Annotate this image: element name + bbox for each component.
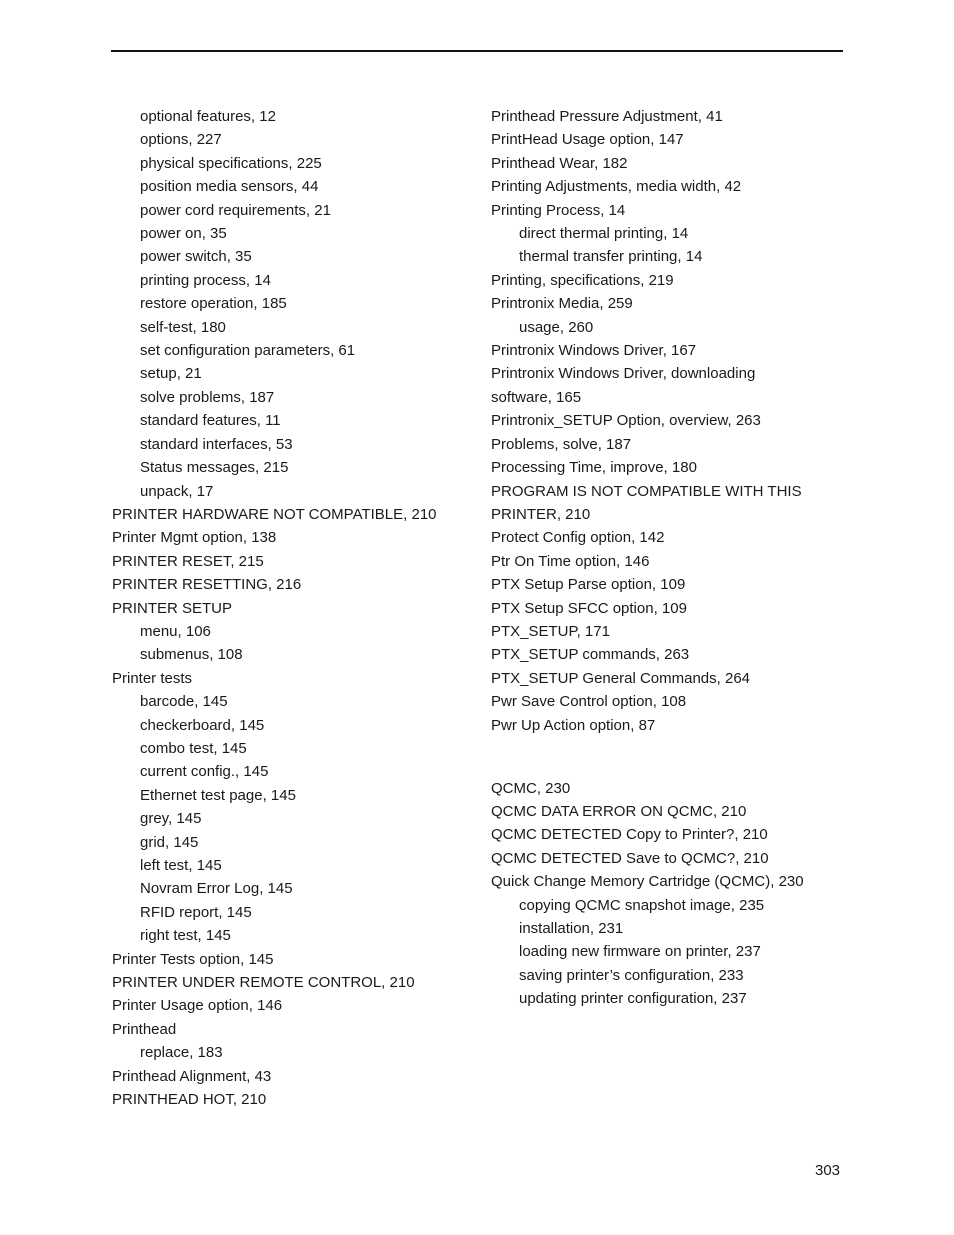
index-entry: PRINTER SETUP bbox=[112, 599, 233, 617]
index-entry: Printer Tests option, 145 bbox=[112, 950, 274, 968]
index-subentry: unpack, 17 bbox=[140, 482, 214, 500]
index-entry: Printronix Windows Driver, 167 bbox=[491, 342, 697, 360]
index-subentry: usage, 260 bbox=[519, 318, 594, 336]
index-entry: Printhead Wear, 182 bbox=[491, 154, 628, 172]
index-subentry: grid, 145 bbox=[140, 833, 199, 851]
index-subentry: direct thermal printing, 14 bbox=[519, 225, 689, 243]
index-entry: Quick Change Memory Cartridge (QCMC), 230 bbox=[491, 873, 804, 891]
index-entry: Printhead bbox=[112, 1020, 177, 1038]
index-subentry: thermal transfer printing, 14 bbox=[519, 248, 703, 266]
index-subentry: combo test, 145 bbox=[140, 739, 247, 757]
index-entry: Printhead Alignment, 43 bbox=[112, 1067, 272, 1085]
index-entry: PTX_SETUP commands, 263 bbox=[491, 646, 690, 664]
index-entry: PrintHead Usage option, 147 bbox=[491, 131, 684, 149]
index-subentry: set configuration parameters, 61 bbox=[140, 342, 356, 360]
index-entry: PROGRAM IS NOT COMPATIBLE WITH THIS bbox=[491, 482, 802, 500]
index-subentry: checkerboard, 145 bbox=[140, 716, 265, 734]
index-entry: Printer Usage option, 146 bbox=[112, 997, 283, 1015]
index-subentry: left test, 145 bbox=[140, 857, 222, 874]
index-subentry: saving printer’s configuration, 233 bbox=[519, 966, 744, 984]
index-subentry: printing process, 14 bbox=[140, 271, 271, 289]
index-subentry: standard interfaces, 53 bbox=[140, 435, 293, 453]
index-entry: PRINTER RESET, 215 bbox=[112, 552, 264, 570]
index-subentry: current config., 145 bbox=[140, 763, 269, 781]
index-subentry: setup, 21 bbox=[140, 365, 202, 383]
index-entry: PRINTER, 210 bbox=[491, 505, 591, 523]
index-subentry: restore operation, 185 bbox=[140, 295, 287, 313]
index-entry: PRINTER RESETTING, 216 bbox=[112, 576, 302, 594]
index-entry: Ptr On Time option, 146 bbox=[491, 552, 650, 570]
index-subentry: self-test, 180 bbox=[140, 318, 226, 336]
index-subentry: power on, 35 bbox=[140, 225, 227, 243]
index-subentry: barcode, 145 bbox=[140, 693, 228, 711]
index-subentry: options, 227 bbox=[140, 131, 222, 149]
index-entry: QCMC DETECTED Save to QCMC?, 210 bbox=[491, 849, 769, 867]
index-subentry: installation, 231 bbox=[519, 920, 624, 937]
index-subentry: submenus, 108 bbox=[140, 646, 243, 664]
index-subentry: Ethernet test page, 145 bbox=[140, 786, 296, 804]
index-subentry: solve problems, 187 bbox=[140, 388, 275, 406]
index-subentry: replace, 183 bbox=[140, 1044, 223, 1062]
index-subentry: Novram Error Log, 145 bbox=[140, 880, 293, 898]
index-entry: PRINTER UNDER REMOTE CONTROL, 210 bbox=[112, 974, 415, 992]
index-subentry: position media sensors, 44 bbox=[140, 178, 319, 196]
index-entry: Processing Time, improve, 180 bbox=[491, 459, 697, 477]
index-column-right bbox=[491, 105, 843, 1011]
index-entry: Printronix Media, 259 bbox=[491, 295, 633, 313]
index-subentry: updating printer configuration, 237 bbox=[519, 990, 747, 1008]
index-entry: Printing Process, 14 bbox=[491, 201, 626, 219]
index-entry: Printronix_SETUP Option, overview, 263 bbox=[491, 412, 761, 430]
index-entry: Pwr Save Control option, 108 bbox=[491, 693, 687, 711]
index-entry: PTX Setup Parse option, 109 bbox=[491, 576, 686, 594]
header-rule bbox=[111, 50, 843, 52]
index-entry: Printer tests bbox=[112, 669, 193, 687]
index-entry: Printhead Pressure Adjustment, 41 bbox=[491, 108, 723, 125]
index-subentry: power cord requirements, 21 bbox=[140, 201, 331, 219]
index-entry: Printing, specifications, 219 bbox=[491, 271, 674, 289]
index-entry: Printing Adjustments, media width, 42 bbox=[491, 178, 742, 196]
index-entry: Protect Config option, 142 bbox=[491, 529, 665, 547]
index-entry: Printer Mgmt option, 138 bbox=[112, 529, 277, 547]
index-column-left bbox=[112, 105, 472, 1111]
page-number: 303 bbox=[815, 1162, 841, 1179]
index-subentry: physical specifications, 225 bbox=[140, 154, 322, 172]
index-subentry: power switch, 35 bbox=[140, 248, 252, 266]
index-subentry: optional features, 12 bbox=[140, 108, 276, 125]
index-entry: PRINTER HARDWARE NOT COMPATIBLE, 210 bbox=[112, 505, 437, 523]
index-subentry: menu, 106 bbox=[140, 622, 211, 640]
index-subentry: Status messages, 215 bbox=[140, 459, 289, 477]
index-subentry: standard features, 11 bbox=[140, 412, 281, 430]
index-entry: Pwr Up Action option, 87 bbox=[491, 716, 656, 734]
index-entry: QCMC DETECTED Copy to Printer?, 210 bbox=[491, 826, 768, 844]
index-entry: PTX_SETUP General Commands, 264 bbox=[491, 669, 751, 687]
index-subentry: right test, 145 bbox=[140, 927, 231, 945]
index-entry: PTX Setup SFCC option, 109 bbox=[491, 599, 687, 617]
index-subentry: RFID report, 145 bbox=[140, 903, 252, 921]
index-subentry: loading new firmware on printer, 237 bbox=[519, 943, 761, 961]
index-entry: Problems, solve, 187 bbox=[491, 435, 632, 453]
index-entry: QCMC, 230 bbox=[491, 779, 571, 797]
index-entry: PRINTHEAD HOT, 210 bbox=[112, 1091, 267, 1109]
index-entry: PTX_SETUP, 171 bbox=[491, 622, 610, 640]
section-gap bbox=[491, 737, 843, 777]
index-entry: Printronix Windows Driver, downloading bbox=[491, 365, 756, 383]
index-entry: QCMC DATA ERROR ON QCMC, 210 bbox=[491, 802, 747, 820]
index-entry: software, 165 bbox=[491, 388, 582, 406]
index-subentry: grey, 145 bbox=[140, 810, 202, 828]
index-subentry: copying QCMC snapshot image, 235 bbox=[519, 896, 765, 914]
